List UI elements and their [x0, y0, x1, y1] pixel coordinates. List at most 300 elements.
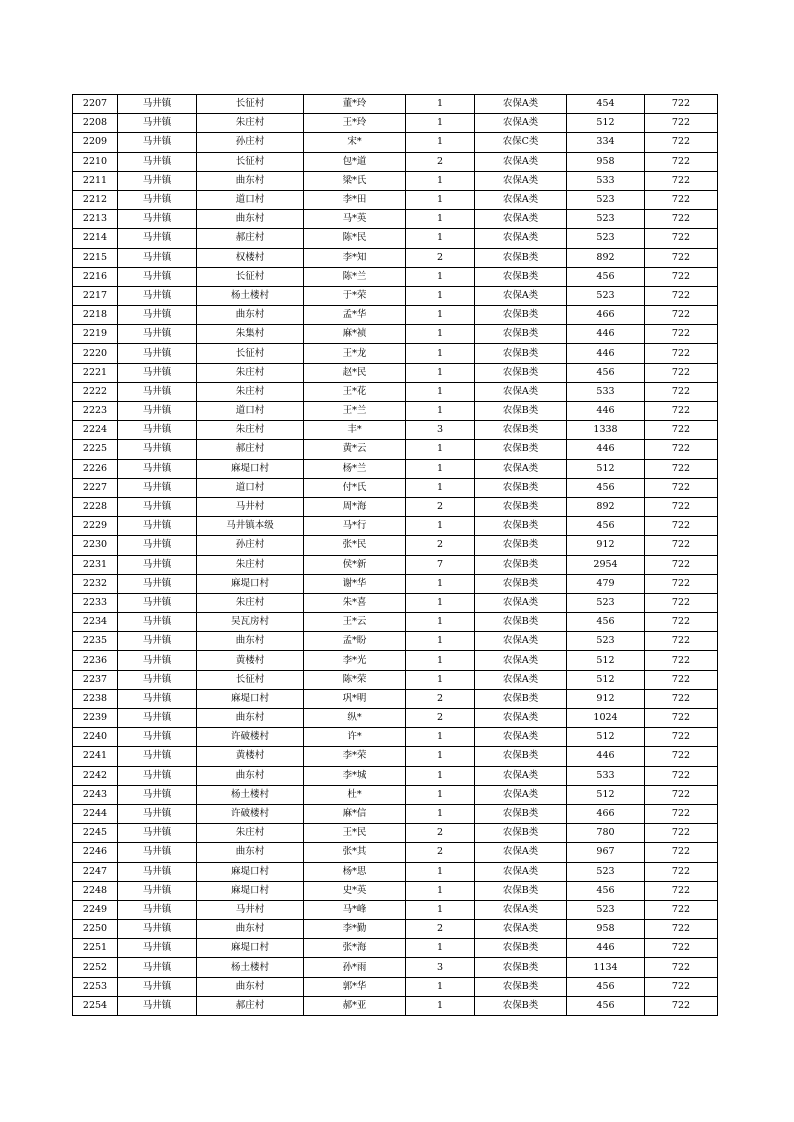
row-number-cell: 2237 — [73, 670, 118, 689]
amount-cell: 523 — [567, 210, 645, 229]
town-cell: 马井镇 — [118, 766, 197, 785]
data-table — [72, 94, 718, 1016]
table-row — [73, 421, 718, 440]
table-row — [73, 958, 718, 977]
town-cell: 马井镇 — [118, 536, 197, 555]
town-cell: 马井镇 — [118, 114, 197, 133]
town-cell: 马井镇 — [118, 862, 197, 881]
standard-cell: 722 — [645, 536, 718, 555]
name-cell: 李*光 — [304, 651, 406, 670]
category-cell: 农保B类 — [475, 555, 567, 574]
village-cell: 马井村 — [197, 900, 304, 919]
town-cell: 马井镇 — [118, 344, 197, 363]
name-cell: 郝*亚 — [304, 996, 406, 1015]
count-cell: 3 — [406, 421, 475, 440]
standard-cell: 722 — [645, 689, 718, 708]
table-row — [73, 862, 718, 881]
table-row — [73, 689, 718, 708]
standard-cell: 722 — [645, 459, 718, 478]
count-cell: 1 — [406, 996, 475, 1015]
standard-cell: 722 — [645, 977, 718, 996]
name-cell: 付*氏 — [304, 478, 406, 497]
village-cell: 黄楼村 — [197, 651, 304, 670]
town-cell: 马井镇 — [118, 421, 197, 440]
standard-cell: 722 — [645, 996, 718, 1015]
amount-cell: 892 — [567, 497, 645, 516]
count-cell: 1 — [406, 517, 475, 536]
category-cell: 农保A类 — [475, 152, 567, 171]
name-cell: 杜* — [304, 785, 406, 804]
village-cell: 麻堤口村 — [197, 881, 304, 900]
town-cell: 马井镇 — [118, 709, 197, 728]
name-cell: 宋* — [304, 133, 406, 152]
row-number-cell: 2230 — [73, 536, 118, 555]
table-row — [73, 344, 718, 363]
row-number-cell: 2245 — [73, 824, 118, 843]
count-cell: 1 — [406, 670, 475, 689]
row-number-cell: 2252 — [73, 958, 118, 977]
category-cell: 农保A类 — [475, 171, 567, 190]
row-number-cell: 2249 — [73, 900, 118, 919]
town-cell: 马井镇 — [118, 958, 197, 977]
row-number-cell: 2220 — [73, 344, 118, 363]
table-row — [73, 651, 718, 670]
amount-cell: 456 — [567, 267, 645, 286]
town-cell: 马井镇 — [118, 382, 197, 401]
village-cell: 道口村 — [197, 402, 304, 421]
table-row — [73, 766, 718, 785]
row-number-cell: 2254 — [73, 996, 118, 1015]
name-cell: 王*兰 — [304, 402, 406, 421]
village-cell: 杨土楼村 — [197, 785, 304, 804]
table-row — [73, 402, 718, 421]
name-cell: 孟*盼 — [304, 632, 406, 651]
standard-cell: 722 — [645, 248, 718, 267]
category-cell: 农保A类 — [475, 229, 567, 248]
row-number-cell: 2215 — [73, 248, 118, 267]
row-number-cell: 2246 — [73, 843, 118, 862]
town-cell: 马井镇 — [118, 152, 197, 171]
row-number-cell: 2209 — [73, 133, 118, 152]
standard-cell: 722 — [645, 939, 718, 958]
category-cell: 农保B类 — [475, 536, 567, 555]
amount-cell: 456 — [567, 478, 645, 497]
count-cell: 1 — [406, 766, 475, 785]
table-row — [73, 152, 718, 171]
standard-cell: 722 — [645, 402, 718, 421]
name-cell: 李*城 — [304, 766, 406, 785]
name-cell: 麻*祯 — [304, 325, 406, 344]
village-cell: 郝庄村 — [197, 229, 304, 248]
village-cell: 曲东村 — [197, 306, 304, 325]
amount-cell: 958 — [567, 152, 645, 171]
count-cell: 1 — [406, 344, 475, 363]
count-cell: 1 — [406, 881, 475, 900]
village-cell: 曲东村 — [197, 920, 304, 939]
table-row — [73, 785, 718, 804]
village-cell: 曲东村 — [197, 843, 304, 862]
standard-cell: 722 — [645, 344, 718, 363]
standard-cell: 722 — [645, 478, 718, 497]
category-cell: 农保A类 — [475, 632, 567, 651]
table-row — [73, 920, 718, 939]
town-cell: 马井镇 — [118, 248, 197, 267]
amount-cell: 912 — [567, 689, 645, 708]
village-cell: 麻堤口村 — [197, 689, 304, 708]
count-cell: 1 — [406, 804, 475, 823]
row-number-cell: 2232 — [73, 574, 118, 593]
category-cell: 农保B类 — [475, 939, 567, 958]
row-number-cell: 2239 — [73, 709, 118, 728]
count-cell: 1 — [406, 651, 475, 670]
name-cell: 王*龙 — [304, 344, 406, 363]
village-cell: 长征村 — [197, 152, 304, 171]
standard-cell: 722 — [645, 229, 718, 248]
table-row — [73, 881, 718, 900]
table-row — [73, 306, 718, 325]
standard-cell: 722 — [645, 651, 718, 670]
table-row — [73, 497, 718, 516]
table-row — [73, 325, 718, 344]
village-cell: 道口村 — [197, 190, 304, 209]
town-cell: 马井镇 — [118, 977, 197, 996]
name-cell: 赵*民 — [304, 363, 406, 382]
amount-cell: 512 — [567, 114, 645, 133]
amount-cell: 512 — [567, 670, 645, 689]
row-number-cell: 2210 — [73, 152, 118, 171]
row-number-cell: 2242 — [73, 766, 118, 785]
standard-cell: 722 — [645, 517, 718, 536]
name-cell: 王*民 — [304, 824, 406, 843]
table-row — [73, 709, 718, 728]
village-cell: 权楼村 — [197, 248, 304, 267]
table-row — [73, 843, 718, 862]
village-cell: 孙庄村 — [197, 133, 304, 152]
name-cell: 马*峰 — [304, 900, 406, 919]
standard-cell: 722 — [645, 267, 718, 286]
amount-cell: 446 — [567, 440, 645, 459]
row-number-cell: 2250 — [73, 920, 118, 939]
row-number-cell: 2233 — [73, 593, 118, 612]
village-cell: 郝庄村 — [197, 996, 304, 1015]
category-cell: 农保A类 — [475, 900, 567, 919]
name-cell: 纵* — [304, 709, 406, 728]
standard-cell: 722 — [645, 766, 718, 785]
table-row — [73, 267, 718, 286]
village-cell: 马井镇本级 — [197, 517, 304, 536]
category-cell: 农保B类 — [475, 478, 567, 497]
amount-cell: 446 — [567, 344, 645, 363]
amount-cell: 958 — [567, 920, 645, 939]
town-cell: 马井镇 — [118, 670, 197, 689]
table-row — [73, 382, 718, 401]
row-number-cell: 2231 — [73, 555, 118, 574]
standard-cell: 722 — [645, 421, 718, 440]
village-cell: 长征村 — [197, 95, 304, 114]
village-cell: 朱集村 — [197, 325, 304, 344]
category-cell: 农保B类 — [475, 881, 567, 900]
count-cell: 1 — [406, 862, 475, 881]
count-cell: 1 — [406, 728, 475, 747]
count-cell: 2 — [406, 920, 475, 939]
name-cell: 包*道 — [304, 152, 406, 171]
count-cell: 2 — [406, 497, 475, 516]
name-cell: 董*玲 — [304, 95, 406, 114]
village-cell: 曲东村 — [197, 709, 304, 728]
standard-cell: 722 — [645, 593, 718, 612]
category-cell: 农保B类 — [475, 363, 567, 382]
count-cell: 2 — [406, 689, 475, 708]
town-cell: 马井镇 — [118, 651, 197, 670]
count-cell: 1 — [406, 286, 475, 305]
table-row — [73, 363, 718, 382]
category-cell: 农保A类 — [475, 210, 567, 229]
amount-cell: 454 — [567, 95, 645, 114]
table-row — [73, 728, 718, 747]
count-cell: 1 — [406, 267, 475, 286]
count-cell: 1 — [406, 478, 475, 497]
table-row — [73, 613, 718, 632]
amount-cell: 780 — [567, 824, 645, 843]
village-cell: 麻堤口村 — [197, 939, 304, 958]
name-cell: 史*英 — [304, 881, 406, 900]
standard-cell: 722 — [645, 363, 718, 382]
village-cell: 曲东村 — [197, 977, 304, 996]
amount-cell: 523 — [567, 286, 645, 305]
town-cell: 马井镇 — [118, 190, 197, 209]
table-row — [73, 996, 718, 1015]
row-number-cell: 2227 — [73, 478, 118, 497]
town-cell: 马井镇 — [118, 459, 197, 478]
count-cell: 1 — [406, 190, 475, 209]
village-cell: 麻堤口村 — [197, 459, 304, 478]
town-cell: 马井镇 — [118, 325, 197, 344]
name-cell: 朱*喜 — [304, 593, 406, 612]
town-cell: 马井镇 — [118, 363, 197, 382]
row-number-cell: 2216 — [73, 267, 118, 286]
category-cell: 农保B类 — [475, 824, 567, 843]
count-cell: 2 — [406, 536, 475, 555]
row-number-cell: 2219 — [73, 325, 118, 344]
town-cell: 马井镇 — [118, 517, 197, 536]
table-row — [73, 210, 718, 229]
amount-cell: 456 — [567, 881, 645, 900]
village-cell: 长征村 — [197, 344, 304, 363]
category-cell: 农保A类 — [475, 286, 567, 305]
category-cell: 农保A类 — [475, 920, 567, 939]
count-cell: 1 — [406, 459, 475, 478]
count-cell: 1 — [406, 95, 475, 114]
table-row — [73, 939, 718, 958]
standard-cell: 722 — [645, 171, 718, 190]
standard-cell: 722 — [645, 958, 718, 977]
category-cell: 农保A类 — [475, 766, 567, 785]
table-row — [73, 478, 718, 497]
category-cell: 农保C类 — [475, 133, 567, 152]
standard-cell: 722 — [645, 785, 718, 804]
table-row — [73, 900, 718, 919]
amount-cell: 912 — [567, 536, 645, 555]
standard-cell: 722 — [645, 133, 718, 152]
category-cell: 农保A类 — [475, 459, 567, 478]
row-number-cell: 2234 — [73, 613, 118, 632]
amount-cell: 334 — [567, 133, 645, 152]
category-cell: 农保A类 — [475, 728, 567, 747]
amount-cell: 533 — [567, 171, 645, 190]
village-cell: 麻堤口村 — [197, 574, 304, 593]
table-row — [73, 977, 718, 996]
amount-cell: 523 — [567, 632, 645, 651]
standard-cell: 722 — [645, 497, 718, 516]
row-number-cell: 2212 — [73, 190, 118, 209]
amount-cell: 1134 — [567, 958, 645, 977]
standard-cell: 722 — [645, 190, 718, 209]
row-number-cell: 2235 — [73, 632, 118, 651]
village-cell: 长征村 — [197, 267, 304, 286]
table-row — [73, 747, 718, 766]
amount-cell: 456 — [567, 996, 645, 1015]
village-cell: 朱庄村 — [197, 114, 304, 133]
amount-cell: 512 — [567, 651, 645, 670]
table-row — [73, 804, 718, 823]
village-cell: 许破楼村 — [197, 728, 304, 747]
name-cell: 梁*氏 — [304, 171, 406, 190]
town-cell: 马井镇 — [118, 881, 197, 900]
village-cell: 朱庄村 — [197, 421, 304, 440]
amount-cell: 533 — [567, 766, 645, 785]
amount-cell: 523 — [567, 862, 645, 881]
count-cell: 1 — [406, 171, 475, 190]
table-row — [73, 670, 718, 689]
name-cell: 许* — [304, 728, 406, 747]
category-cell: 农保B类 — [475, 574, 567, 593]
village-cell: 曲东村 — [197, 210, 304, 229]
town-cell: 马井镇 — [118, 267, 197, 286]
category-cell: 农保A类 — [475, 114, 567, 133]
name-cell: 陈*兰 — [304, 267, 406, 286]
table-row — [73, 555, 718, 574]
town-cell: 马井镇 — [118, 210, 197, 229]
row-number-cell: 2244 — [73, 804, 118, 823]
village-cell: 朱庄村 — [197, 382, 304, 401]
name-cell: 杨*思 — [304, 862, 406, 881]
town-cell: 马井镇 — [118, 402, 197, 421]
category-cell: 农保B类 — [475, 402, 567, 421]
row-number-cell: 2229 — [73, 517, 118, 536]
town-cell: 马井镇 — [118, 440, 197, 459]
row-number-cell: 2228 — [73, 497, 118, 516]
row-number-cell: 2251 — [73, 939, 118, 958]
name-cell: 李*田 — [304, 190, 406, 209]
table-row — [73, 171, 718, 190]
table-row — [73, 286, 718, 305]
category-cell: 农保A类 — [475, 670, 567, 689]
standard-cell: 722 — [645, 881, 718, 900]
village-cell: 朱庄村 — [197, 824, 304, 843]
row-number-cell: 2248 — [73, 881, 118, 900]
amount-cell: 446 — [567, 747, 645, 766]
count-cell: 2 — [406, 709, 475, 728]
town-cell: 马井镇 — [118, 900, 197, 919]
town-cell: 马井镇 — [118, 593, 197, 612]
category-cell: 农保A类 — [475, 95, 567, 114]
category-cell: 农保B类 — [475, 497, 567, 516]
table-row — [73, 632, 718, 651]
table-row — [73, 824, 718, 843]
table-row — [73, 574, 718, 593]
standard-cell: 722 — [645, 325, 718, 344]
category-cell: 农保B类 — [475, 996, 567, 1015]
name-cell: 郭*华 — [304, 977, 406, 996]
table-row — [73, 190, 718, 209]
town-cell: 马井镇 — [118, 478, 197, 497]
village-cell: 道口村 — [197, 478, 304, 497]
amount-cell: 446 — [567, 402, 645, 421]
count-cell: 1 — [406, 402, 475, 421]
row-number-cell: 2236 — [73, 651, 118, 670]
name-cell: 侯*新 — [304, 555, 406, 574]
row-number-cell: 2207 — [73, 95, 118, 114]
name-cell: 陈*民 — [304, 229, 406, 248]
village-cell: 朱庄村 — [197, 555, 304, 574]
name-cell: 马*行 — [304, 517, 406, 536]
standard-cell: 722 — [645, 843, 718, 862]
category-cell: 农保B类 — [475, 689, 567, 708]
table-row — [73, 593, 718, 612]
standard-cell: 722 — [645, 574, 718, 593]
table-row — [73, 459, 718, 478]
village-cell: 长征村 — [197, 670, 304, 689]
category-cell: 农保B类 — [475, 958, 567, 977]
name-cell: 张*海 — [304, 939, 406, 958]
count-cell: 1 — [406, 747, 475, 766]
town-cell: 马井镇 — [118, 95, 197, 114]
name-cell: 黄*云 — [304, 440, 406, 459]
town-cell: 马井镇 — [118, 939, 197, 958]
standard-cell: 722 — [645, 862, 718, 881]
category-cell: 农保A类 — [475, 190, 567, 209]
count-cell: 1 — [406, 900, 475, 919]
amount-cell: 1338 — [567, 421, 645, 440]
row-number-cell: 2214 — [73, 229, 118, 248]
town-cell: 马井镇 — [118, 555, 197, 574]
standard-cell: 722 — [645, 728, 718, 747]
category-cell: 农保B类 — [475, 267, 567, 286]
name-cell: 李*勤 — [304, 920, 406, 939]
name-cell: 周*海 — [304, 497, 406, 516]
standard-cell: 722 — [645, 114, 718, 133]
count-cell: 1 — [406, 210, 475, 229]
row-number-cell: 2208 — [73, 114, 118, 133]
row-number-cell: 2218 — [73, 306, 118, 325]
standard-cell: 722 — [645, 286, 718, 305]
count-cell: 1 — [406, 632, 475, 651]
amount-cell: 967 — [567, 843, 645, 862]
table-row — [73, 95, 718, 114]
amount-cell: 456 — [567, 977, 645, 996]
name-cell: 杨*兰 — [304, 459, 406, 478]
village-cell: 马井村 — [197, 497, 304, 516]
amount-cell: 466 — [567, 306, 645, 325]
name-cell: 张*其 — [304, 843, 406, 862]
count-cell: 2 — [406, 824, 475, 843]
standard-cell: 722 — [645, 920, 718, 939]
amount-cell: 523 — [567, 229, 645, 248]
amount-cell: 892 — [567, 248, 645, 267]
category-cell: 农保A类 — [475, 651, 567, 670]
category-cell: 农保B类 — [475, 804, 567, 823]
count-cell: 1 — [406, 229, 475, 248]
